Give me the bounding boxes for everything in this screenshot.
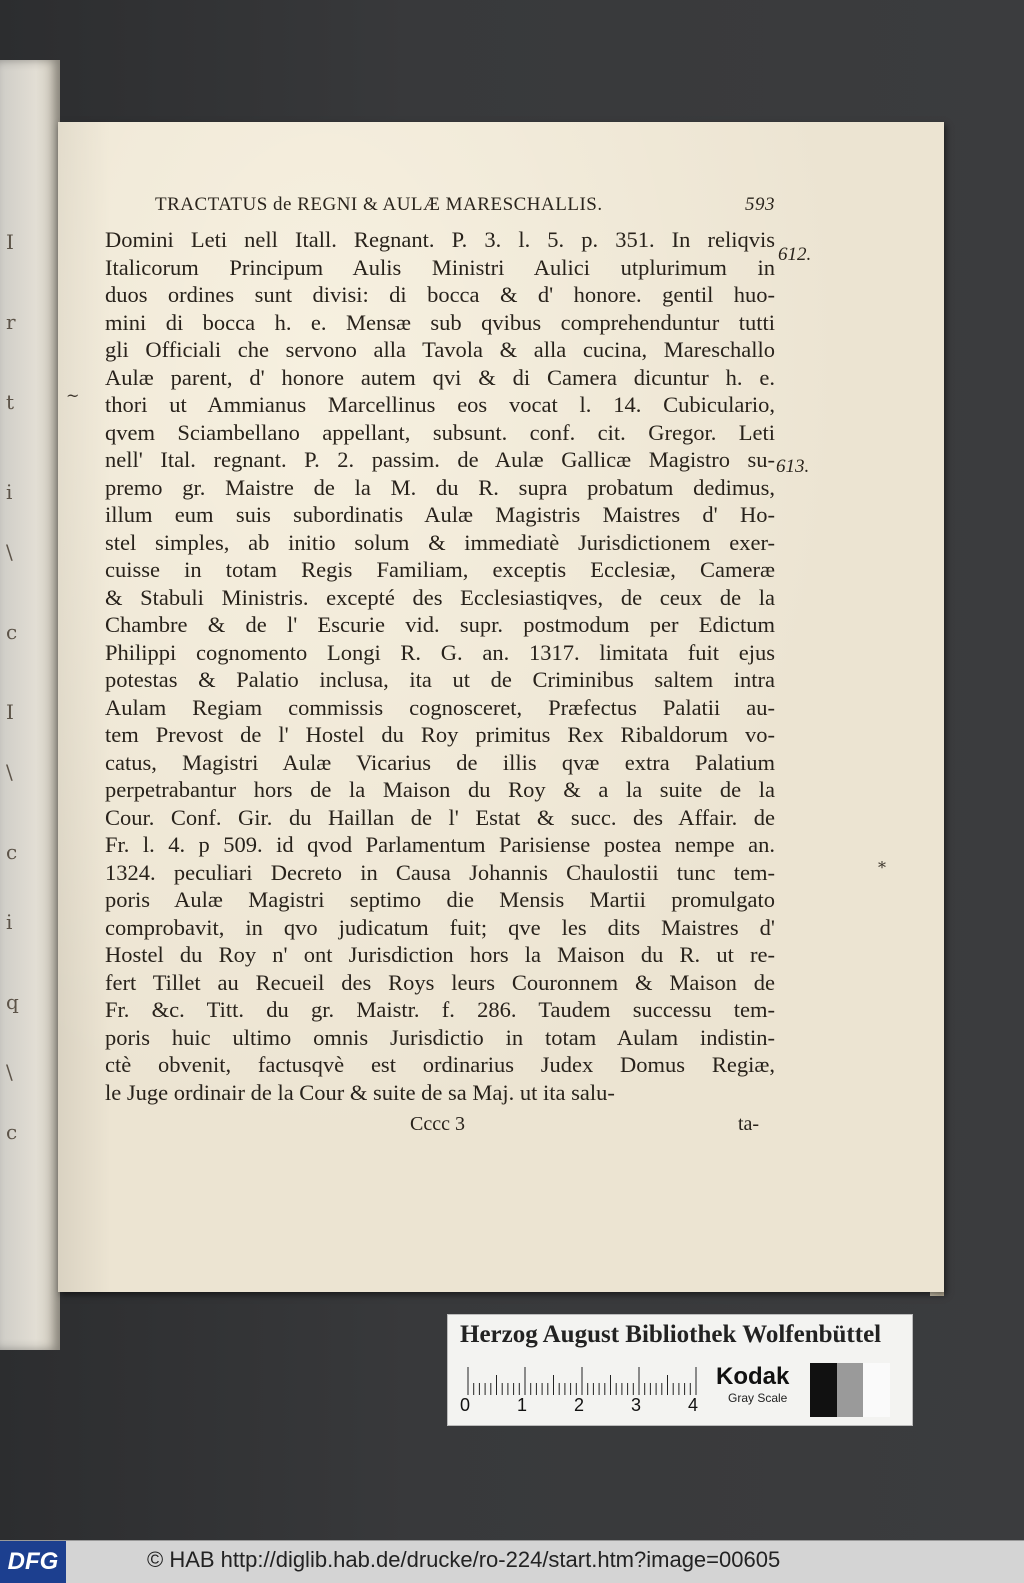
library-color-card	[447, 1314, 913, 1426]
text-line: stel simples, ab initio solum & immediatè Jurisdictionem exer-	[105, 529, 775, 555]
gray-patches	[810, 1363, 890, 1417]
text-line: Italicorum Principum Aulis Ministri Aulici utplurimum in	[105, 254, 775, 280]
text-line: nell' Ital. regnant. P. 2. passim. de Aulæ Gallicæ Magistro su-	[105, 447, 775, 472]
text-line: fert Tillet au Recueil des Roys leurs Couronnem & Maison de	[105, 969, 775, 995]
gray-patch-white	[863, 1363, 890, 1417]
previous-page-edge	[0, 60, 60, 1350]
ruler-ticks	[464, 1365, 704, 1395]
text-line: Aulam Regiam commissis cognosceret, Præfectus Palatii au-	[105, 694, 775, 720]
text-line: ctè obvenit, factusqvè est ordinarius Judex Domus Regiæ,	[105, 1052, 775, 1077]
measurement-ruler	[464, 1365, 704, 1395]
gray-patch-black	[810, 1363, 837, 1417]
signature-mark: Cccc 3	[410, 1113, 465, 1135]
edge-fragment: \	[6, 760, 13, 784]
margin-note-612: 612.	[778, 244, 812, 265]
text-line: qvem Sciambellano appellant, subsunt. conf. cit. Gregor. Leti	[105, 419, 775, 445]
text-line: poris Aulæ Magistri septimo die Mensis Martii promulgato	[105, 887, 775, 912]
text-line: Fr. l. 4. p 509. id qvod Parlamentum Parisiense postea nempe an.	[105, 832, 775, 857]
ruler-number: 4	[688, 1395, 699, 1415]
edge-fragment: I	[6, 230, 14, 254]
edge-fragment: c	[6, 1120, 18, 1144]
text-line: catus, Magistri Aulæ Vicarius de illis qvæ extra Palatium	[105, 749, 775, 775]
dfg-logo: DFG	[0, 1541, 66, 1583]
edge-fragment: i	[6, 480, 13, 504]
text-line: perpetrabantur hors de la Maison du Roy & a la suite de la	[105, 777, 775, 802]
gray-scale-label: Gray Scale	[728, 1391, 788, 1405]
edge-fragment: q	[6, 990, 19, 1014]
ruler-number: 3	[631, 1395, 642, 1415]
gray-patch-mid	[837, 1363, 864, 1417]
margin-note-613: 613.	[776, 456, 810, 477]
margin-mark: ~	[66, 386, 80, 405]
main-text-block	[105, 226, 775, 1106]
ruler-number: 2	[574, 1395, 585, 1415]
ruler-number: 0	[460, 1395, 471, 1415]
edge-fragment: c	[6, 840, 18, 864]
margin-mark: *	[878, 858, 886, 877]
text-line: thori ut Ammianus Marcellinus eos vocat l. 14. Cubiculario,	[105, 392, 775, 417]
text-line: Philippi cognomento Longi R. G. an. 1317. limitata fuit ejus	[105, 639, 775, 665]
text-line: cuisse in totam Regis Familiam, exceptis Ecclesiæ, Cameræ	[105, 557, 775, 582]
text-line: le Juge ordinair de la Cour & suite de sa Maj. ut ita salu-	[105, 1079, 615, 1105]
text-line: Aulæ parent, d' honore autem qvi & di Camera dicuntur h. e.	[105, 364, 775, 390]
text-line: gli Officiali che servono alla Tavola & alla cucina, Mareschallo	[105, 337, 775, 362]
text-line: tem Prevost de l' Hostel du Roy primitus Rex Ribaldorum vo-	[105, 722, 775, 747]
edge-fragment: c	[6, 620, 18, 644]
catchword: ta-	[738, 1113, 760, 1135]
text-line: comprobavit, in qvo judicatum fuit; qve les dits Maistres d'	[105, 914, 775, 940]
page-header	[155, 194, 775, 220]
text-line: & Stabuli Ministris. excepté des Ecclesiastiqves, de ceux de la	[105, 584, 775, 610]
text-line: duos ordines sunt divisi: di bocca & d' honore. gentil huo-	[105, 282, 775, 307]
footer-bar	[0, 1540, 1024, 1583]
text-line: potestas & Palatio inclusa, ita ut de Criminibus saltem intra	[105, 667, 775, 692]
edge-fragment: i	[6, 910, 13, 934]
edge-fragment: \	[6, 540, 13, 564]
ruler-numbers	[460, 1395, 720, 1417]
edge-fragment: r	[6, 310, 16, 334]
text-line: 1324. peculiari Decreto in Causa Johannis Chaulostii tunc tem-	[105, 859, 775, 885]
text-line: premo gr. Maistre de la M. du R. supra probatum dedimus,	[105, 474, 775, 500]
text-line: poris huic ultimo omnis Jurisdictio in totam Aulam indistin-	[105, 1024, 775, 1050]
text-line: Fr. &c. Titt. du gr. Maistr. f. 286. Taudem successu tem-	[105, 997, 775, 1022]
text-line: illum eum suis subordinatis Aulæ Magistris Maistres d' Ho-	[105, 502, 775, 527]
edge-fragment: \	[6, 1060, 13, 1084]
edge-fragment: I	[6, 700, 14, 724]
text-line: Chambre & de l' Escurie vid. supr. postmodum per Edictum	[105, 612, 775, 637]
text-line: mini di bocca h. e. Mensæ sub qvibus comprehenduntur tutti	[105, 309, 775, 335]
page-number: 593	[745, 194, 775, 215]
copyright-link[interactable]: © HAB http://diglib.hab.de/drucke/ro-224/start.htm?image=00605	[147, 1547, 781, 1572]
edge-fragment: t	[6, 390, 15, 414]
library-name: Herzog August Bibliothek Wolfenbüttel	[460, 1321, 882, 1348]
running-title: TRACTATUS de REGNI & AULÆ MARESCHALLIS.	[155, 194, 603, 215]
text-line: Hostel du Roy n' ont Jurisdiction hors la Maison du R. ut re-	[105, 942, 775, 967]
kodak-logo: Kodak	[716, 1363, 790, 1390]
text-line: Domini Leti nell Itall. Regnant. P. 3. l. 5. p. 351. In reliqvis	[105, 227, 775, 252]
text-line: Cour. Conf. Gir. du Haillan de l' Estat & succ. des Affair. de	[105, 804, 775, 830]
ruler-number: 1	[517, 1395, 528, 1415]
